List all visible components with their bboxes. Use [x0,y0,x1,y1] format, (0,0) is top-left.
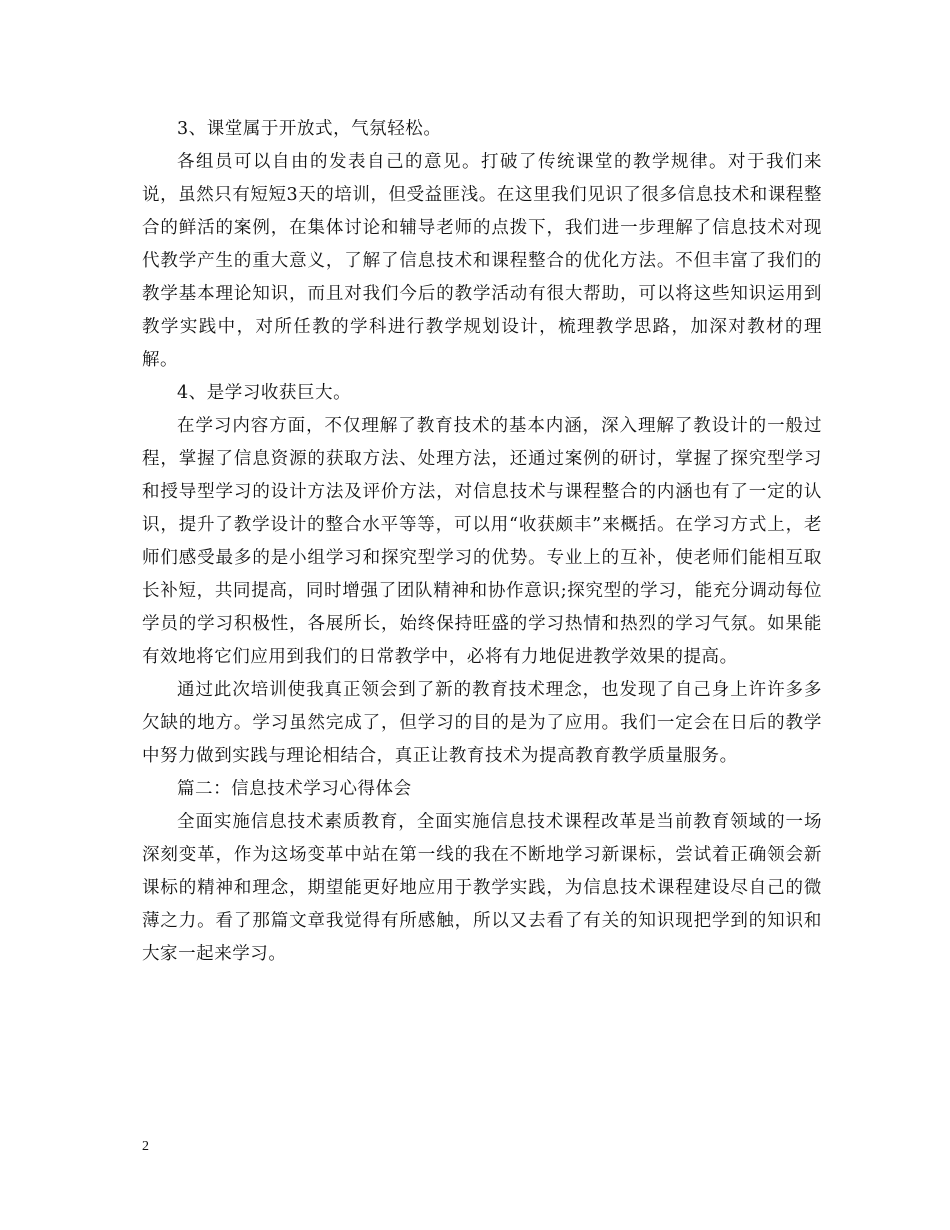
body-paragraph: 各组员可以自由的发表自己的意见。打破了传统课堂的教学规律。对于我们来说，虽然只有短短3天的培训，但受益匪浅。在这里我们见识了很多信息技术和课程整合的鲜活的案例，在集体讨论和辅导老师的点拨下，我们进一步理解了信息技术对现代教学产生的重大意义，了解了信息技术和课程整合的优化方法。不但丰富了我们的教学基本理论知识，而且对我们今后的教学活动有很大帮助，可以将这些知识运用到教学实践中，对所任教的学科进行教学规划设计，梳理教学思路，加深对教材的理解。 [142,152,822,370]
list-item-heading: 3、课堂属于开放式，气氛轻松。 [177,119,442,139]
page-number: 2 [142,1139,149,1154]
body-paragraph: 全面实施信息技术素质教育，全面实施信息技术课程改革是当前教育领域的一场深刻变革，作为这场变革中站在第一线的我在不断地学习新课标，尝试着正确领会新课标的精神和理念，期望能更好地应用于教学实践，为信息技术课程建设尽自己的微薄之力。看了那篇文章我觉得有所感触，所以又去看了有关的知识现把学到的知识和大家一起来学习。 [142,812,822,964]
list-item-heading: 4、是学习收获巨大。 [177,383,352,403]
document-body [142,113,822,971]
body-paragraph: 在学习内容方面，不仅理解了教育技术的基本内涵，深入理解了教设计的一般过程，掌握了信息资源的获取方法、处理方法，还通过案例的研讨，掌握了探究型学习和授导型学习的设计方法及评价方法，对信息技术与课程整合的内涵也有了一定的认识，提升了教学设计的整合水平等等，可以用“收获颇丰”来概括。在学习方式上，老师们感受最多的是小组学习和探究型学习的优势。专业上的互补，使老师们能相互取长补短，共同提高，同时增强了团队精神和协作意识;探究型的学习，能充分调动每位学员的学习积极性，各展所长，始终保持旺盛的学习热情和热烈的学习气氛。如果能有效地将它们应用到我们的日常教学中，必将有力地促进教学效果的提高。 [142,416,822,667]
section-heading: 篇二：信息技术学习心得体会 [177,779,412,799]
body-paragraph: 通过此次培训使我真正领会到了新的教育技术理念，也发现了自己身上许许多多欠缺的地方。学习虽然完成了，但学习的目的是为了应用。我们一定会在日后的教学中努力做到实践与理论相结合，真正让教育技术为提高教育教学质量服务。 [142,680,822,766]
